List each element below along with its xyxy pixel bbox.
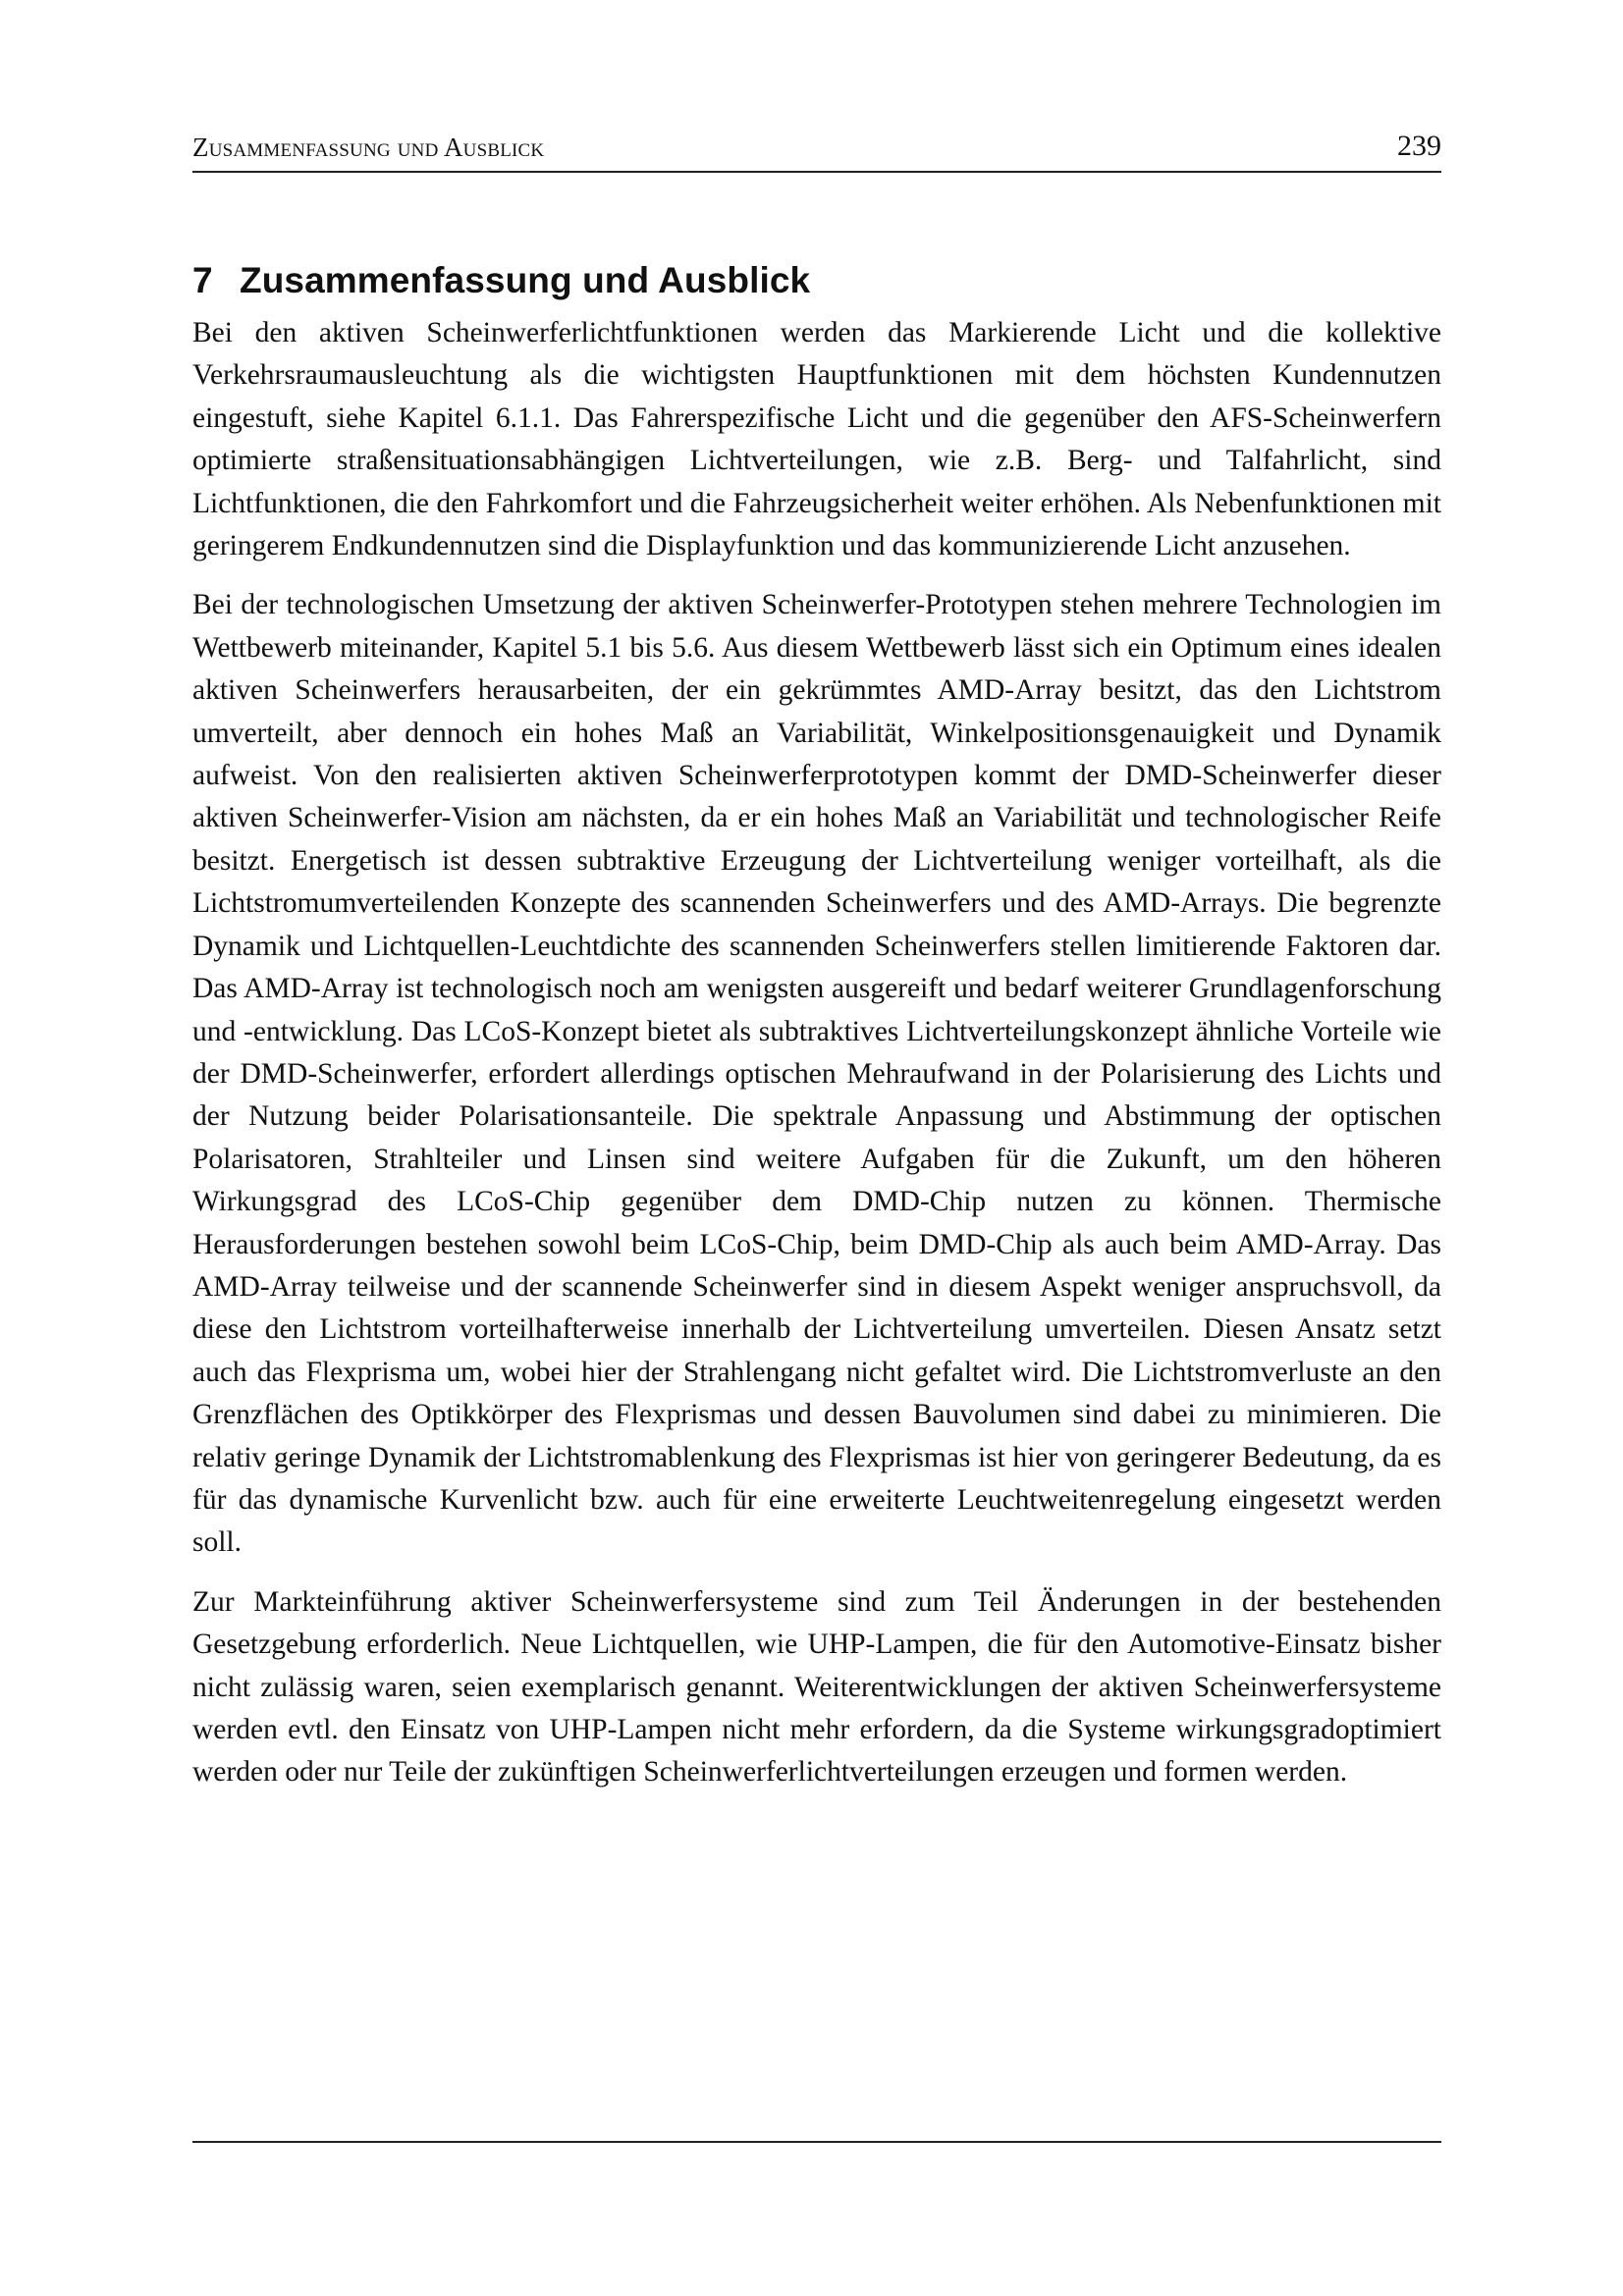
paragraph-1: Bei den aktiven Scheinwerferlichtfunktionen werden das Markierende Licht und die kollektive Verkehrsraumausleuchtung als die wichtigsten Hauptfunktionen mit dem höchsten Kundennutzen eingestuft, siehe Kapitel 6.1.1. Das Fahrerspezifische Licht und die gegenüber den AFS-Scheinwerfern optimierte straßensituationsabhängigen Lichtverteilungen, wie z.B. Berg- und Talfahrlicht, sind Lichtfunktionen, die den Fahrkomfort und die Fahrzeugsicherheit weiter erhöhen. Als Nebenfunktionen mit geringerem Endkundennutzen sind die Displayfunktion und das kommunizierende Licht anzusehen. — [192, 317, 1441, 562]
body-text — [192, 312, 1441, 1811]
paragraph-3: Zur Markteinführung aktiver Scheinwerfersysteme sind zum Teil Änderungen in der bestehenden Gesetzgebung erforderlich. Neue Lichtquellen, wie UHP-Lampen, die für den Automotive-Einsatz bisher nicht zulässig waren, seien exemplarisch genannt. Weiterentwicklungen der aktiven Scheinwerfersysteme werden evtl. den Einsatz von UHP-Lampen nicht mehr erfordern, da die Systeme wirkungsgradoptimiert werden oder nur Teile der zukünftigen Scheinwerferlichtverteilungen erzeugen und formen werden. — [192, 1585, 1441, 1789]
page-number: 239 — [1397, 130, 1441, 162]
chapter-number: 7 — [192, 260, 213, 300]
footer-rule — [192, 2141, 1441, 2143]
running-header — [192, 130, 1441, 173]
chapter-title: Zusammenfassung und Ausblick — [240, 260, 811, 300]
running-header-title: Zusammenfassung und Ausblick — [192, 133, 545, 162]
paragraph-2: Bei der technologischen Umsetzung der aktiven Scheinwerfer-Prototypen stehen mehrere Technologien im Wettbewerb miteinander, Kapitel 5.1 bis 5.6. Aus diesem Wettbewerb lässt sich ein Optimum eines idealen aktiven Scheinwerfers herausarbeiten, der ein gekrümmtes AMD-Array besitzt, das den Lichtstrom umverteilt, aber dennoch ein hohes Maß an Variabilität, Winkelpositionsgenauigkeit und Dynamik aufweist. Von den realisierten aktiven Scheinwerferprototypen kommt der DMD-Scheinwerfer dieser aktiven Scheinwerfer-Vision am nächsten, da er ein hohes Maß an Variabilität und technologischer Reife besitzt. Energetisch ist dessen subtraktive Erzeugung der Lichtverteilung weniger vorteilhaft, als die Lichtstromumverteilenden Konzepte des scannenden Scheinwerfers und des AMD-Arrays. Die begrenzte Dynamik und Lichtquellen-Leuchtdichte des scannenden Scheinwerfers stellen limitierende Faktoren dar. Das AMD-Array ist technologisch noch am wenigsten ausgereift und bedarf weiterer Grundlagenforschung und -entwicklung. Das LCoS-Konzept bietet als subtraktives Lichtverteilungskonzept ähnliche Vorteile wie der DMD-Scheinwerfer, erfordert allerdings optischen Mehraufwand in der Polarisierung des Lichts und der Nutzung beider Polarisationsanteile. Die spektrale Anpassung und Abstimmung der optischen Polarisatoren, Strahlteiler und Linsen sind weitere Aufgaben für die Zukunft, um den höheren Wirkungsgrad des LCoS-Chip gegenüber dem DMD-Chip nutzen zu können. Thermische Herausforderungen bestehen sowohl beim LCoS-Chip, beim DMD-Chip als auch beim AMD-Array. Das AMD-Array teilweise und der scannende Scheinwerfer sind in diesem Aspekt weniger anspruchsvoll, da diese den Lichtstrom vorteilhafterweise innerhalb der Lichtverteilung umverteilen. Diesen Ansatz setzt auch das Flexprisma um, wobei hier der Strahlengang nicht gefaltet wird. Die Lichtstromverluste an den Grenzflächen des Optikkörper des Flexprismas und dessen Bauvolumen sind dabei zu minimieren. Die relativ geringe Dynamik der Lichtstromablenkung des Flexprismas ist hier von geringerer Bedeutung, da es für das dynamische Kurvenlicht bzw. auch für eine erweiterte Leuchtweitenregelung eingesetzt werden soll. — [192, 589, 1441, 1559]
chapter-heading — [192, 260, 810, 301]
